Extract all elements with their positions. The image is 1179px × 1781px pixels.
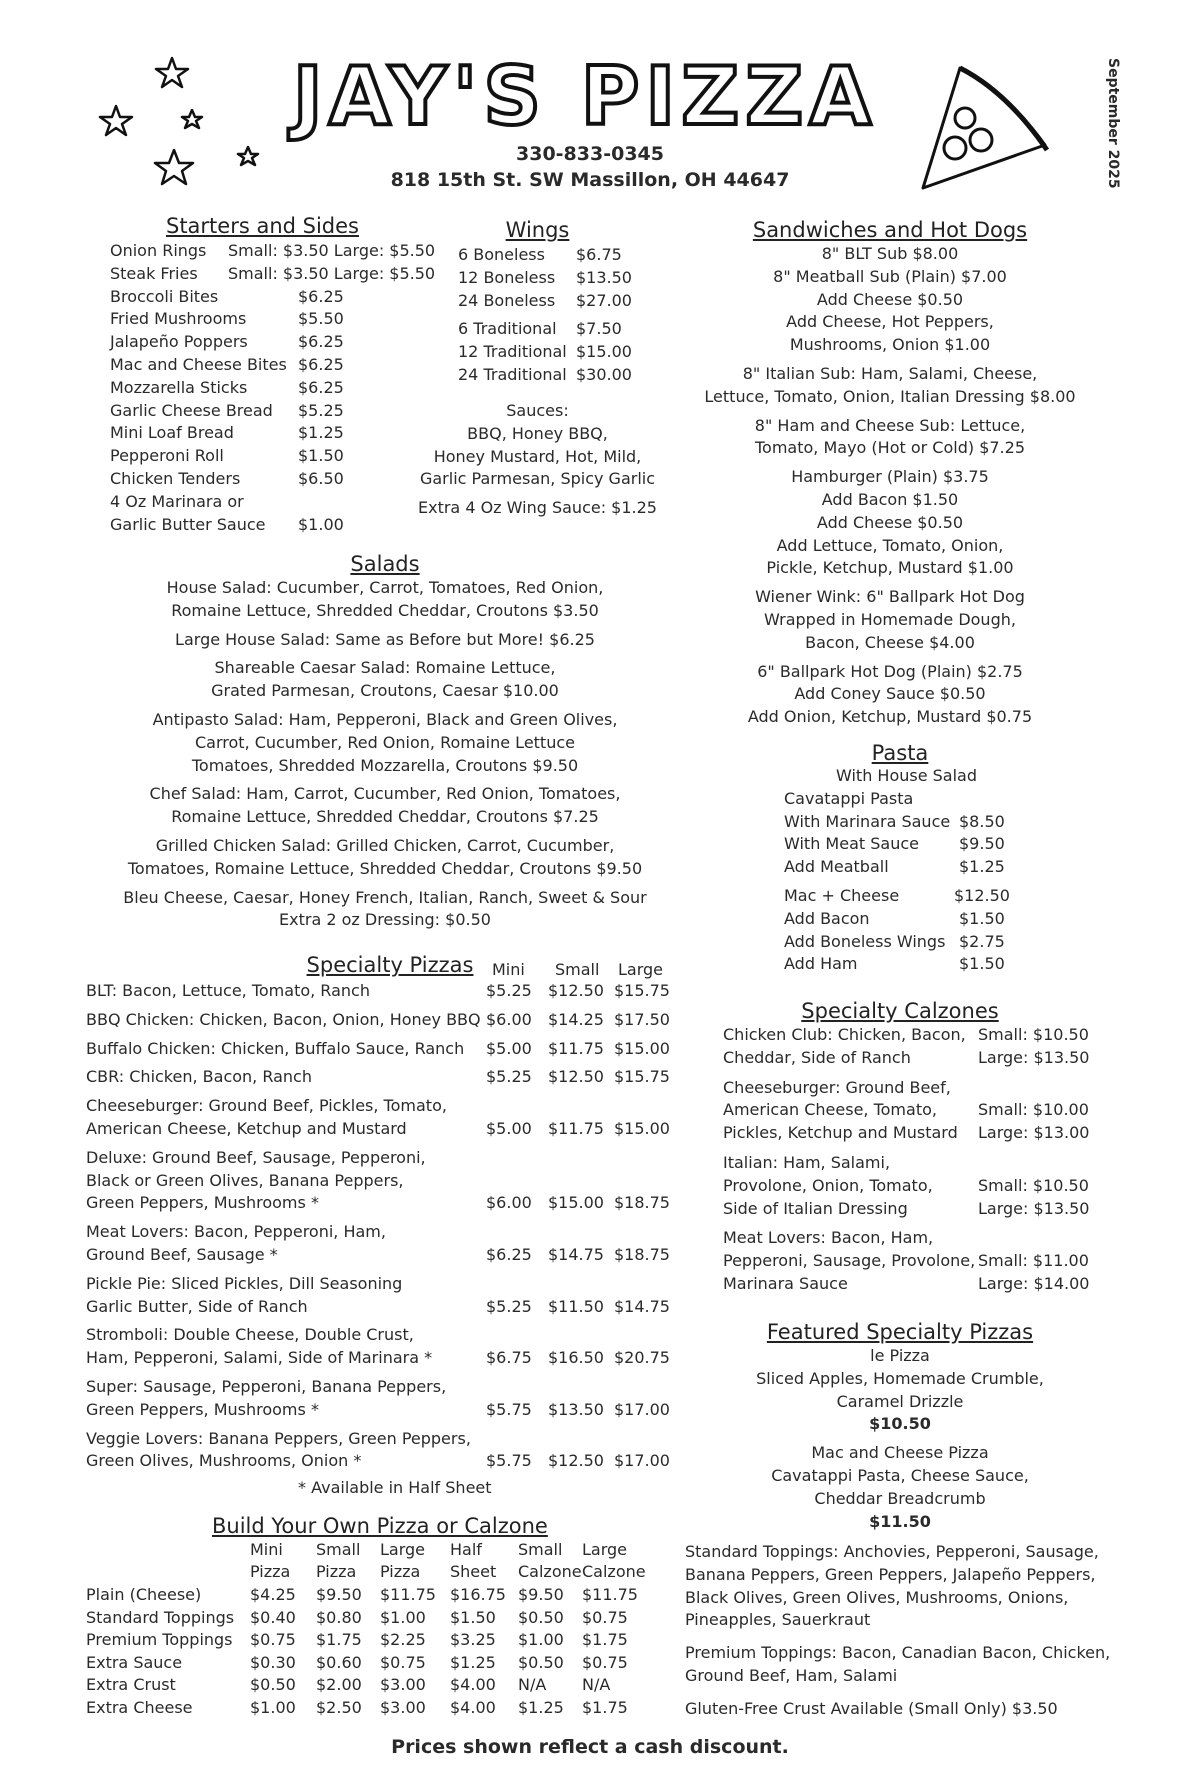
- table-row: Plain (Cheese) $4.25 $9.50 $11.75 $16.75 $9.50 $11.75: [86, 1584, 638, 1604]
- sandwich-line: Lettuce, Tomato, Onion, Italian Dressing $8.00: [704, 386, 1076, 406]
- menu-item: With Meat Sauce $9.50: [784, 834, 1005, 854]
- pizza-item: Super: Sausage, Pepperoni, Banana Peppers, Green Peppers, Mushrooms * $5.75 $13.50 $17.00: [86, 1376, 670, 1419]
- menu-item: Add Ham $1.50: [784, 954, 1005, 974]
- pizza-slice-icon: [915, 60, 1055, 190]
- premium-toppings-line: Ground Beef, Ham, Salami: [685, 1665, 898, 1685]
- extra-wing-sauce: Extra 4 Oz Wing Sauce: $1.25: [418, 498, 657, 518]
- calzone-item: Chicken Club: Chicken, Bacon, Cheddar, Side of Ranch Small: $10.50 Large: $13.50: [723, 1025, 1090, 1067]
- menu-item: Pepperoni Roll $1.50: [110, 446, 344, 466]
- wings-heading: Wings: [505, 218, 570, 242]
- wing-sauces: [395, 400, 680, 520]
- menu-item: Steak Fries Small: $3.50 Large: $5.50: [110, 263, 436, 283]
- wings-list: [458, 244, 632, 387]
- sandwich-line: 6" Ballpark Hot Dog (Plain) $2.75: [757, 661, 1023, 681]
- size-header-small: Small: [555, 960, 600, 979]
- phone-number: 330-833-0345: [516, 143, 664, 165]
- starters-list: [110, 240, 435, 536]
- menu-item: Broccoli Bites $6.25: [110, 286, 344, 306]
- sandwich-line: Tomato, Mayo (Hot or Cold) $7.25: [755, 438, 1025, 458]
- featured-item: le Pizza Sliced Apples, Homemade Crumble, Caramel Drizzle $10.50: [745, 1345, 1055, 1436]
- salad-line: Romaine Lettuce, Shredded Cheddar, Croutons $3.50: [171, 600, 599, 620]
- featured-price: $10.50: [869, 1414, 931, 1434]
- salad-line: House Salad: Cucumber, Carrot, Tomatoes, Red Onion,: [166, 578, 604, 597]
- size-header-mini: Mini: [492, 960, 525, 979]
- star-icon: [155, 150, 193, 184]
- menu-item: Fried Mushrooms $5.50: [110, 309, 344, 329]
- pizza-item: Buffalo Chicken: Chicken, Buffalo Sauce, Ranch $5.00 $11.75 $15.00: [86, 1038, 670, 1058]
- sandwich-line: Add Bacon $1.50: [821, 489, 959, 509]
- salads-list: [100, 577, 670, 932]
- menu-item: 4 Oz Marinara or: [110, 491, 244, 511]
- sandwich-line: Wrapped in Homemade Dough,: [764, 609, 1016, 629]
- salad-line: Grilled Chicken Salad: Grilled Chicken, Carrot, Cucumber,: [155, 835, 615, 855]
- menu-item: 12 Boneless $13.50: [458, 267, 632, 287]
- sandwich-line: 8" BLT Sub $8.00: [821, 244, 959, 263]
- sandwich-line: Pickle, Ketchup, Mustard $1.00: [766, 558, 1014, 578]
- premium-toppings-line: Premium Toppings: Bacon, Canadian Bacon, Chicken,: [685, 1643, 1111, 1663]
- standard-toppings-line: Banana Peppers, Green Peppers, Jalapeño Peppers,: [685, 1564, 1096, 1584]
- salad-line: Extra 2 oz Dressing: $0.50: [279, 910, 491, 930]
- sandwich-line: Bacon, Cheese $4.00: [805, 632, 975, 652]
- menu-item: Chicken Tenders $6.50: [110, 468, 344, 488]
- menu-item: Onion Rings Small: $3.50 Large: $5.50: [110, 241, 436, 260]
- pasta-heading: Pasta: [871, 741, 929, 765]
- sandwich-line: 8" Meatball Sub (Plain) $7.00: [773, 266, 1007, 286]
- salad-line: Antipasto Salad: Ham, Pepperoni, Black and Green Olives,: [152, 709, 618, 729]
- menu-item: 6 Boneless $6.75: [458, 245, 622, 264]
- featured-heading: Featured Specialty Pizzas: [766, 1320, 1034, 1344]
- sandwich-line: 8" Ham and Cheese Sub: Lettuce,: [754, 415, 1026, 435]
- menu-item: Garlic Cheese Bread $5.25: [110, 400, 344, 420]
- table-row: Extra Crust $0.50 $2.00 $3.00 $4.00 N/A N/A: [86, 1675, 611, 1695]
- restaurant-title: JAY'S PIZZA: [292, 50, 878, 143]
- pizza-item: BBQ Chicken: Chicken, Bacon, Onion, Honey BBQ $6.00 $14.25 $17.50: [86, 1009, 670, 1029]
- menu-item: Mac + Cheese $12.50: [784, 885, 1010, 905]
- featured-list: [745, 1345, 1055, 1533]
- table-row: Extra Cheese $1.00 $2.50 $3.00 $4.00 $1.25 $1.75: [86, 1697, 628, 1717]
- toppings-info: [685, 1541, 1110, 1721]
- half-sheet-note: * Available in Half Sheet: [298, 1478, 492, 1498]
- sandwich-line: Mushrooms, Onion $1.00: [789, 335, 991, 355]
- specialty-pizzas-heading: Specialty Pizzas: [306, 953, 474, 977]
- menu-item: 12 Traditional $15.00: [458, 342, 632, 362]
- star-icon: [182, 110, 202, 128]
- salad-line: Romaine Lettuce, Shredded Cheddar, Croutons $7.25: [171, 807, 599, 827]
- pizza-item: CBR: Chicken, Bacon, Ranch $5.25 $12.50 $15.75: [86, 1067, 670, 1087]
- sauces-label: Sauces:: [506, 401, 569, 420]
- sauces-line: Honey Mustard, Hot, Mild,: [433, 446, 642, 466]
- sandwich-line: Add Cheese, Hot Peppers,: [786, 312, 994, 332]
- calzone-item: Cheeseburger: Ground Beef, American Cheese, Tomato, Pickles, Ketchup and Mustard Small: $10.00 Large: $13.00: [723, 1077, 1090, 1143]
- menu-item: Mozzarella Sticks $6.25: [110, 377, 344, 397]
- sandwiches-heading: Sandwiches and Hot Dogs: [752, 218, 1028, 242]
- sandwich-line: Add Cheese $0.50: [816, 289, 964, 309]
- sandwich-line: 8" Italian Sub: Ham, Salami, Cheese,: [742, 363, 1038, 383]
- menu-item: Add Meatball $1.25: [784, 857, 1005, 877]
- sandwich-line: Add Coney Sauce $0.50: [794, 684, 986, 704]
- size-header-large: Large: [618, 960, 664, 979]
- menu-item: 24 Boneless $27.00: [458, 290, 632, 310]
- star-icon: [238, 147, 258, 165]
- star-icon: [100, 106, 132, 135]
- sandwich-line: Add Lettuce, Tomato, Onion,: [776, 535, 1004, 555]
- standard-toppings-line: Pineapples, Sauerkraut: [685, 1610, 871, 1630]
- salad-line: Chef Salad: Ham, Carrot, Cucumber, Red Onion, Tomatoes,: [149, 784, 621, 804]
- standard-toppings-line: Standard Toppings: Anchovies, Pepperoni, Sausage,: [685, 1542, 1099, 1561]
- pasta-list: [784, 765, 1010, 976]
- gluten-free-note: Gluten-Free Crust Available (Small Only) $3.50: [685, 1698, 1058, 1718]
- pizza-item: BLT: Bacon, Lettuce, Tomato, Ranch $5.25 $12.50 $15.75: [86, 981, 670, 1000]
- table-row: Premium Toppings $0.75 $1.75 $2.25 $3.25 $1.00 $1.75: [86, 1630, 628, 1650]
- menu-item: Garlic Butter Sauce $1.00: [110, 514, 344, 534]
- address: 818 15th St. SW Massillon, OH 44647: [390, 169, 790, 191]
- pizza-item: Meat Lovers: Bacon, Pepperoni, Ham, Ground Beef, Sausage * $6.25 $14.75 $18.75: [86, 1222, 670, 1264]
- featured-item: Mac and Cheese Pizza Cavatappi Pasta, Cheese Sauce, Cheddar Breadcrumb $11.50: [745, 1442, 1055, 1533]
- menu-item: Add Boneless Wings $2.75: [784, 931, 1005, 951]
- table-row: Extra Sauce $0.30 $0.60 $0.75 $1.25 $0.50 $0.75: [86, 1652, 628, 1672]
- sauces-line: BBQ, Honey BBQ,: [467, 423, 608, 443]
- menu-date: September 2025: [1105, 58, 1121, 189]
- menu-item: Add Bacon $1.50: [784, 908, 1005, 928]
- pasta-sub: With House Salad: [836, 766, 978, 785]
- featured-price: $11.50: [869, 1511, 931, 1531]
- sandwich-line: Wiener Wink: 6" Ballpark Hot Dog: [755, 587, 1025, 607]
- salad-line: Carrot, Cucumber, Red Onion, Romaine Lettuce: [195, 732, 575, 752]
- pizza-item: Veggie Lovers: Banana Peppers, Green Peppers, Green Olives, Mushrooms, Onion * $5.75 $12.50 $17.00: [86, 1428, 670, 1471]
- pizza-item: Cheeseburger: Ground Beef, Pickles, Tomato, American Cheese, Ketchup and Mustard $5.00 $11.75 $15.00: [86, 1096, 670, 1138]
- table-header-row: Pizza Pizza Pizza Sheet Calzone Calzone: [250, 1562, 646, 1582]
- build-heading: Build Your Own Pizza or Calzone: [212, 1514, 548, 1538]
- salad-line: Grated Parmesan, Croutons, Caesar $10.00: [211, 681, 559, 701]
- calzones-heading: Specialty Calzones: [801, 999, 999, 1023]
- menu-item: Mini Loaf Bread $1.25: [110, 423, 344, 443]
- sandwiches-list: [700, 243, 1080, 729]
- salad-line: Bleu Cheese, Caesar, Honey French, Italian, Ranch, Sweet & Sour: [123, 887, 647, 907]
- cash-discount-note: Prices shown reflect a cash discount.: [391, 1736, 789, 1758]
- stars-decoration: [92, 50, 272, 195]
- calzone-item: Meat Lovers: Bacon, Ham, Pepperoni, Sausage, Provolone, Marinara Sauce Small: $11.00 Large: $14.00: [723, 1228, 1090, 1293]
- pizza-item: Pickle Pie: Sliced Pickles, Dill Seasoning Garlic Butter, Side of Ranch $5.25 $11.50 $14.75: [86, 1273, 670, 1316]
- calzone-item: Italian: Ham, Salami, Provolone, Onion, Tomato, Side of Italian Dressing Small: $10.50 Large: $13.50: [723, 1152, 1090, 1218]
- sandwich-line: Add Cheese $0.50: [816, 512, 964, 532]
- menu-item: 6 Traditional $7.50: [458, 319, 622, 339]
- table-row: Standard Toppings $0.40 $0.80 $1.00 $1.50 $0.50 $0.75: [86, 1607, 628, 1627]
- pizza-item: Stromboli: Double Cheese, Double Crust, Ham, Pepperoni, Salami, Side of Marinara * $6.75 $16.50 $20.75: [86, 1325, 670, 1368]
- starters-heading: Starters and Sides: [165, 214, 359, 238]
- pizza-item: Deluxe: Ground Beef, Sausage, Pepperoni, Black or Green Olives, Banana Peppers, Green Peppers, Mushrooms * $6.00 $15.00 $18.75: [86, 1147, 670, 1213]
- salad-line: Large House Salad: Same as Before but More! $6.25: [175, 629, 595, 649]
- calzone-list: [723, 1024, 1089, 1296]
- salad-line: Shareable Caesar Salad: Romaine Lettuce,: [214, 658, 556, 678]
- menu-item: Cavatappi Pasta: [784, 788, 914, 808]
- menu-item: 24 Traditional $30.00: [458, 364, 632, 384]
- menu-item: Jalapeño Poppers $6.25: [110, 332, 344, 352]
- sandwich-line: Hamburger (Plain) $3.75: [791, 467, 989, 487]
- menu-item: Mac and Cheese Bites $6.25: [110, 354, 344, 374]
- star-icon: [156, 58, 188, 87]
- sandwich-line: Add Onion, Ketchup, Mustard $0.75: [747, 707, 1033, 727]
- table-header-row: Mini Small Large Half Small Large: [250, 1539, 628, 1559]
- menu-item: With Marinara Sauce $8.50: [784, 811, 1005, 831]
- salads-heading: Salads: [350, 552, 420, 576]
- standard-toppings-line: Black Olives, Green Olives, Mushrooms, Onions,: [685, 1587, 1069, 1607]
- salad-line: Tomatoes, Shredded Mozzarella, Croutons $9.50: [191, 755, 579, 775]
- salad-line: Tomatoes, Romaine Lettuce, Shredded Cheddar, Croutons $9.50: [127, 858, 643, 878]
- specialty-pizza-list: [86, 978, 670, 1500]
- build-your-own-table: [86, 1538, 646, 1719]
- sauces-line: Garlic Parmesan, Spicy Garlic: [419, 469, 656, 489]
